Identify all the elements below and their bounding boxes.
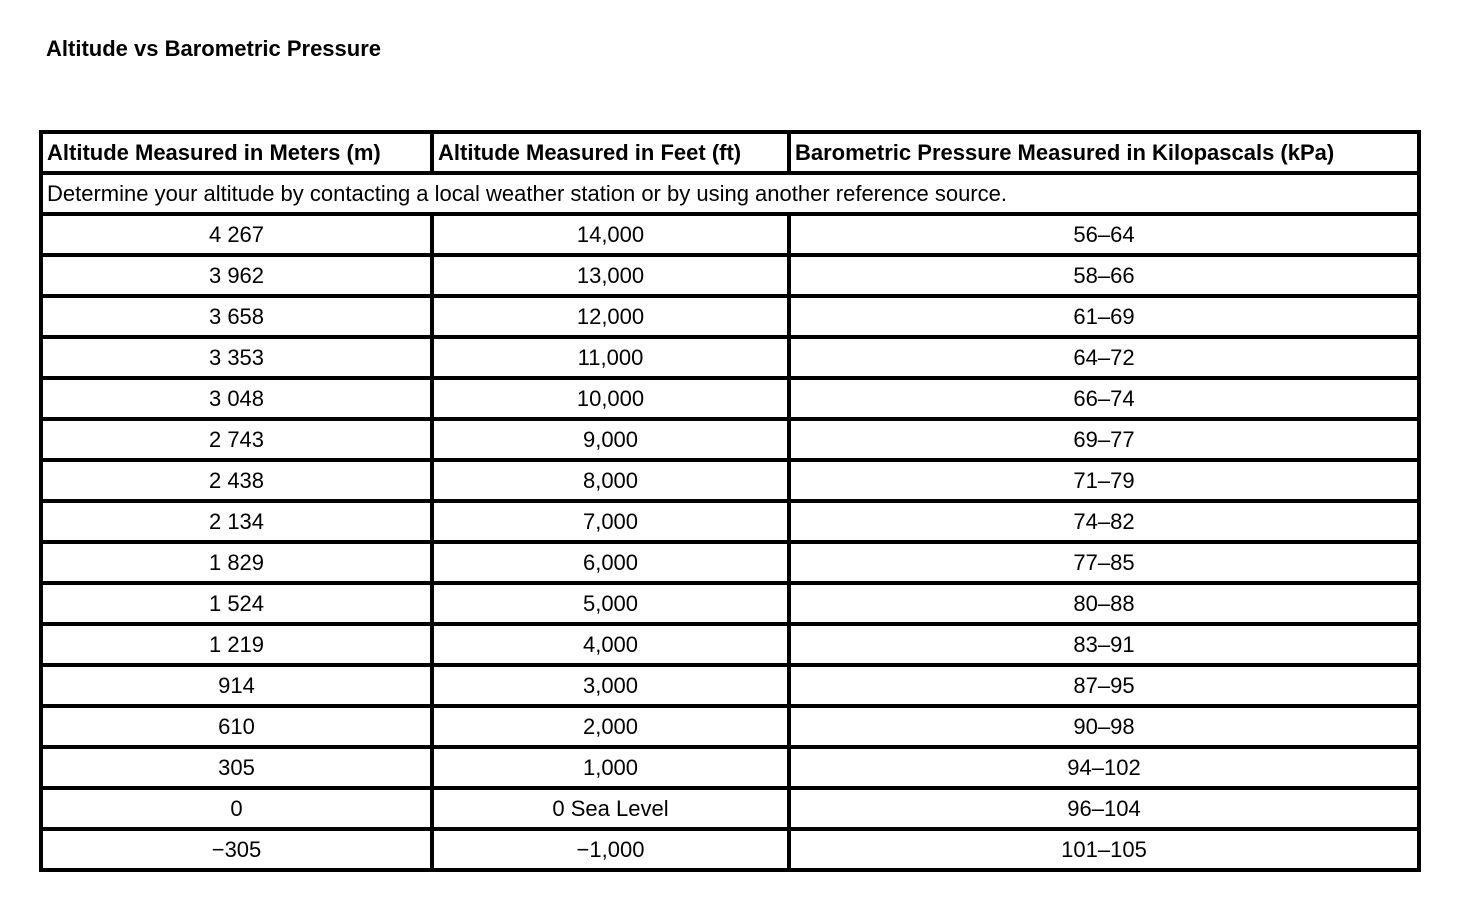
cell-feet: 0 Sea Level	[434, 790, 791, 831]
cell-feet: 7,000	[434, 503, 791, 544]
table-row	[43, 790, 1421, 831]
cell-pressure: 101–105	[791, 831, 1421, 872]
cell-feet: 12,000	[434, 298, 791, 339]
table-row	[43, 339, 1421, 380]
cell-pressure: 96–104	[791, 790, 1421, 831]
header-meters: Altitude Measured in Meters (m)	[43, 134, 434, 175]
cell-pressure: 80–88	[791, 585, 1421, 626]
cell-pressure: 71–79	[791, 462, 1421, 503]
cell-meters: 1 219	[43, 626, 434, 667]
cell-pressure: 94–102	[791, 749, 1421, 790]
table-row	[43, 421, 1421, 462]
cell-meters: 3 048	[43, 380, 434, 421]
table-row	[43, 216, 1421, 257]
table-row	[43, 298, 1421, 339]
cell-feet: 3,000	[434, 667, 791, 708]
cell-pressure: 56–64	[791, 216, 1421, 257]
cell-meters: 2 438	[43, 462, 434, 503]
table-row	[43, 749, 1421, 790]
table-row	[43, 831, 1421, 872]
altitude-pressure-table	[39, 130, 1421, 872]
table-row	[43, 257, 1421, 298]
cell-feet: 1,000	[434, 749, 791, 790]
cell-meters: 914	[43, 667, 434, 708]
table-note: Determine your altitude by contacting a local weather station or by using another reference source.	[43, 175, 1421, 216]
cell-pressure: 87–95	[791, 667, 1421, 708]
table-row	[43, 544, 1421, 585]
cell-meters: −305	[43, 831, 434, 872]
cell-meters: 1 829	[43, 544, 434, 585]
cell-feet: 4,000	[434, 626, 791, 667]
cell-pressure: 66–74	[791, 380, 1421, 421]
cell-feet: 13,000	[434, 257, 791, 298]
cell-pressure: 74–82	[791, 503, 1421, 544]
cell-pressure: 90–98	[791, 708, 1421, 749]
cell-pressure: 77–85	[791, 544, 1421, 585]
table-note-row	[43, 175, 1421, 216]
cell-feet: −1,000	[434, 831, 791, 872]
table-row	[43, 462, 1421, 503]
cell-pressure: 64–72	[791, 339, 1421, 380]
cell-meters: 610	[43, 708, 434, 749]
cell-pressure: 83–91	[791, 626, 1421, 667]
cell-pressure: 58–66	[791, 257, 1421, 298]
cell-meters: 305	[43, 749, 434, 790]
cell-feet: 6,000	[434, 544, 791, 585]
table-header-row	[43, 134, 1421, 175]
header-feet: Altitude Measured in Feet (ft)	[434, 134, 791, 175]
cell-meters: 3 658	[43, 298, 434, 339]
cell-meters: 4 267	[43, 216, 434, 257]
header-pressure: Barometric Pressure Measured in Kilopascals (kPa)	[791, 134, 1421, 175]
table-row	[43, 380, 1421, 421]
cell-feet: 8,000	[434, 462, 791, 503]
page-title: Altitude vs Barometric Pressure	[46, 36, 382, 61]
cell-meters: 3 353	[43, 339, 434, 380]
table-row	[43, 503, 1421, 544]
cell-feet: 10,000	[434, 380, 791, 421]
cell-meters: 0	[43, 790, 434, 831]
cell-feet: 9,000	[434, 421, 791, 462]
table-row	[43, 708, 1421, 749]
cell-feet: 11,000	[434, 339, 791, 380]
cell-feet: 5,000	[434, 585, 791, 626]
cell-feet: 14,000	[434, 216, 791, 257]
cell-meters: 3 962	[43, 257, 434, 298]
table-row	[43, 585, 1421, 626]
cell-meters: 1 524	[43, 585, 434, 626]
table-row	[43, 626, 1421, 667]
cell-meters: 2 743	[43, 421, 434, 462]
cell-pressure: 61–69	[791, 298, 1421, 339]
cell-meters: 2 134	[43, 503, 434, 544]
cell-feet: 2,000	[434, 708, 791, 749]
cell-pressure: 69–77	[791, 421, 1421, 462]
table-row	[43, 667, 1421, 708]
